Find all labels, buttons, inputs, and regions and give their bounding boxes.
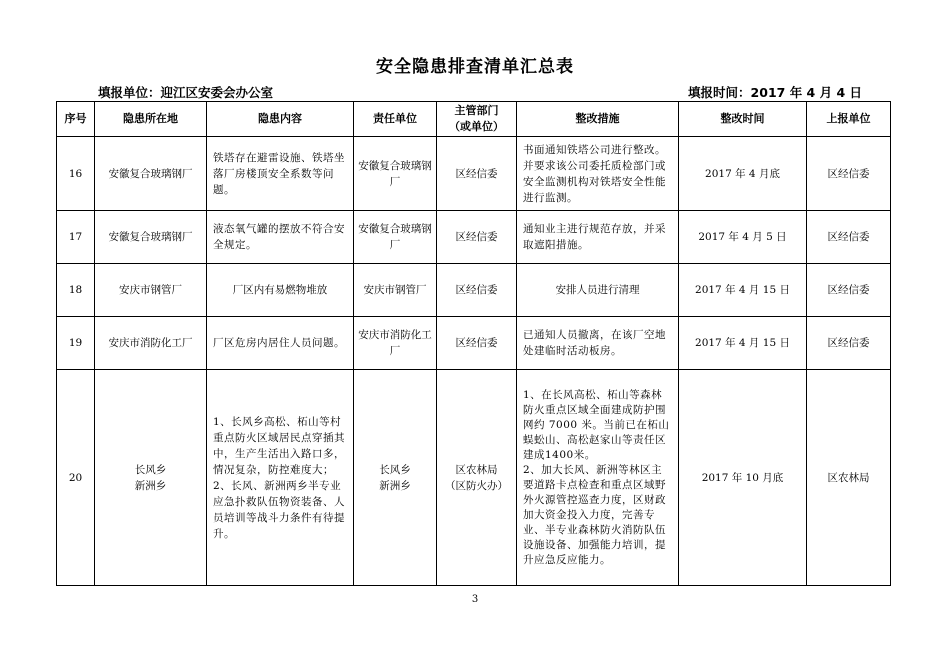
- header-reporter: 上报单位: [807, 102, 891, 137]
- table-row: [57, 264, 891, 317]
- header-seq: 序号: [57, 102, 95, 137]
- cell-deadline: 2017 年 4 月 15 日: [679, 317, 807, 370]
- cell-location: 安徽复合玻璃钢厂: [95, 211, 207, 264]
- cell-seq: 17: [57, 211, 95, 264]
- cell-responsible: 安庆市消防化工厂: [354, 317, 437, 370]
- cell-content: 铁塔存在避雷设施、铁塔坐落厂房楼顶安全系数等问题。: [207, 137, 354, 211]
- cell-reporter: 区农林局: [807, 370, 891, 586]
- cell-content: 厂区内有易燃物堆放: [207, 264, 354, 317]
- cell-deadline: 2017 年 10 月底: [679, 370, 807, 586]
- cell-measures: 书面通知铁塔公司进行整改。并要求该公司委托质检部门或安全监测机构对铁塔安全性能进行监测。: [517, 137, 679, 211]
- cell-location: 安庆市消防化工厂: [95, 317, 207, 370]
- cell-seq: 20: [57, 370, 95, 586]
- cell-content: 厂区危房内居住人员问题。: [207, 317, 354, 370]
- cell-content: 液态氧气罐的摆放不符合安全规定。: [207, 211, 354, 264]
- cell-location: 安徽复合玻璃钢厂: [95, 137, 207, 211]
- cell-reporter: 区经信委: [807, 137, 891, 211]
- table-row: [57, 137, 891, 211]
- cell-seq: 19: [57, 317, 95, 370]
- cell-seq: 16: [57, 137, 95, 211]
- cell-measures: 安排人员进行清理: [517, 264, 679, 317]
- cell-responsible: 安徽复合玻璃钢厂: [354, 137, 437, 211]
- cell-measures: 通知业主进行规范存放，并采取遮阳措施。: [517, 211, 679, 264]
- header-responsible: 责任单位: [354, 102, 437, 137]
- cell-supervisor: 区经信委: [437, 317, 517, 370]
- cell-measures: 已通知人员撤离，在该厂空地处建临时活动板房。: [517, 317, 679, 370]
- header-supervisor: 主管部门 （或单位）: [437, 102, 517, 137]
- table-row: [57, 211, 891, 264]
- cell-responsible: 长风乡 新洲乡: [354, 370, 437, 586]
- document-title: 安全隐患排查清单汇总表: [376, 57, 574, 77]
- hazard-summary-table: [56, 101, 891, 586]
- cell-seq: 18: [57, 264, 95, 317]
- cell-content: 1、长风乡高松、柘山等村重点防火区域居民点穿插其中，生产生活出入路口多，情况复杂，防控难度大；2、长风、新洲两乡半专业应急扑救队伍物资装备、人员培训等战斗力条件有待提升。: [207, 370, 354, 586]
- cell-supervisor: 区经信委: [437, 211, 517, 264]
- header-content: 隐患内容: [207, 102, 354, 137]
- cell-supervisor: 区经信委: [437, 137, 517, 211]
- table-row: [57, 317, 891, 370]
- page-number: 3: [471, 594, 479, 605]
- cell-deadline: 2017 年 4 月 5 日: [679, 211, 807, 264]
- cell-responsible: 安徽复合玻璃钢厂: [354, 211, 437, 264]
- header-deadline: 整改时间: [679, 102, 807, 137]
- cell-location: 安庆市钢管厂: [95, 264, 207, 317]
- table-row: [57, 370, 891, 586]
- header-location: 隐患所在地: [95, 102, 207, 137]
- reporting-date: 填报时间：2017 年 4 月 4 日: [688, 85, 862, 100]
- cell-deadline: 2017 年 4 月底: [679, 137, 807, 211]
- cell-reporter: 区经信委: [807, 264, 891, 317]
- cell-supervisor: 区经信委: [437, 264, 517, 317]
- cell-location: 长风乡 新洲乡: [95, 370, 207, 586]
- cell-deadline: 2017 年 4 月 15 日: [679, 264, 807, 317]
- table-header-row: [57, 102, 891, 137]
- cell-responsible: 安庆市钢管厂: [354, 264, 437, 317]
- reporting-unit: 填报单位：迎江区安委会办公室: [98, 85, 274, 100]
- header-measures: 整改措施: [517, 102, 679, 137]
- cell-reporter: 区经信委: [807, 317, 891, 370]
- cell-supervisor: 区农林局 （区防火办）: [437, 370, 517, 586]
- cell-reporter: 区经信委: [807, 211, 891, 264]
- cell-measures: 1、在长风高松、柘山等森林防火重点区域全面建成防护围网约 7000 米。当前已在柘山蜈蚣山、高松赵家山等责任区建成1400米。 2、加大长风、新洲等林区主要道路卡点检查和重点区域野外火源管控巡查力度，区财政加大资金投入力度，完善专业、半专业森林防火消防队伍设施设备、加强能力培训，提升应急反应能力。: [517, 370, 679, 586]
